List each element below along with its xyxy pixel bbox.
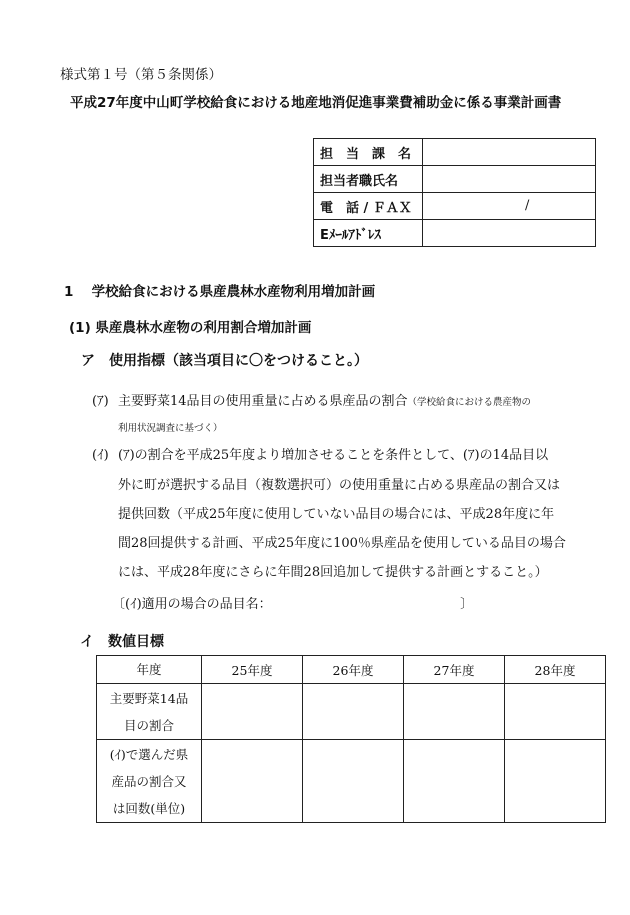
header-year: 年度 [97,656,202,684]
contact-value-dept[interactable] [423,139,596,166]
item-b-line: (ｱ)の割合を平成25年度より増加させることを条件として、(ｱ)の14品目以 [118,448,549,463]
contact-label-person: 担当者職氏名 [314,166,423,193]
item-a-note-continued: 利用状況調査に基づく） [118,423,223,434]
row-label-selected-items: (ｲ)で選んだ県 産品の割合又 は回数(単位) [97,740,202,823]
subsection1-heading: (1) 県産農林水産物の利用割合増加計画 [69,320,312,336]
contact-row [314,166,596,193]
header-fy27: 27年度 [404,656,505,684]
table-row [97,684,606,740]
contact-value-phone-fax[interactable] [423,193,596,220]
contact-row [314,220,596,247]
header-fy26: 26年度 [303,656,404,684]
table-cell[interactable] [505,684,606,740]
contact-row [314,139,596,166]
numeric-target-heading: イ 数値目標 [80,634,164,650]
contact-label-email: Eﾒｰﾙｱﾄﾞﾚｽ [314,220,423,247]
header-fy25: 25年度 [202,656,303,684]
item-b-line: には、平成28年度にさらに年間28回追加して提供する計画とすること。） [118,565,548,580]
applied-item-name-field[interactable]: 〔(ｲ)適用の場合の品目名： 〕 [112,597,474,612]
item-a-text [118,390,531,409]
row-label-vegetables: 主要野菜14品 目の割合 [97,684,202,740]
contact-value-person[interactable] [423,166,596,193]
table-cell[interactable] [303,740,404,823]
item-b-marker[interactable]: (ｲ) [92,448,109,463]
header-fy28: 28年度 [505,656,606,684]
section1-heading: 1 学校給食における県産農林水産物利用増加計画 [64,284,376,300]
document-title: 平成27年度中山町学校給食における地産地消促進事業費補助金に係る事業計画書 [70,95,562,111]
form-number-label: 様式第１号（第５条関係） [60,67,222,83]
contact-table [313,138,596,247]
usage-indicator-heading: ア 使用指標（該当項目に〇をつけること。） [81,353,368,369]
table-cell[interactable] [505,740,606,823]
table-cell[interactable] [202,684,303,740]
table-header-row [97,656,606,684]
table-cell[interactable] [404,740,505,823]
contact-row [314,193,596,220]
table-cell[interactable] [404,684,505,740]
table-row [97,740,606,823]
numeric-target-table [96,655,606,823]
table-cell[interactable] [202,740,303,823]
contact-value-email[interactable] [423,220,596,247]
phone-fax-separator: / [525,198,530,213]
contact-label-dept: 担 当 課 名 [314,139,423,166]
contact-label-phone-fax: 電 話 / ＦＡＸ [314,193,423,220]
item-a-main: 主要野菜14品目の使用重量に占める県産品の割合 [118,394,408,409]
table-cell[interactable] [303,684,404,740]
item-a-marker[interactable]: (ｱ) [92,394,109,409]
item-b-line: 間28回提供する計画、平成25年度に100％県産品を使用している品目の場合 [118,536,566,551]
item-b-line: 提供回数（平成25年度に使用していない品目の場合には、平成28年度に年 [118,507,555,522]
item-b-line: 外に町が選択する品目（複数選択可）の使用重量に占める県産品の割合又は [118,478,561,493]
item-a-note: （学校給食における農産物の [407,397,532,408]
